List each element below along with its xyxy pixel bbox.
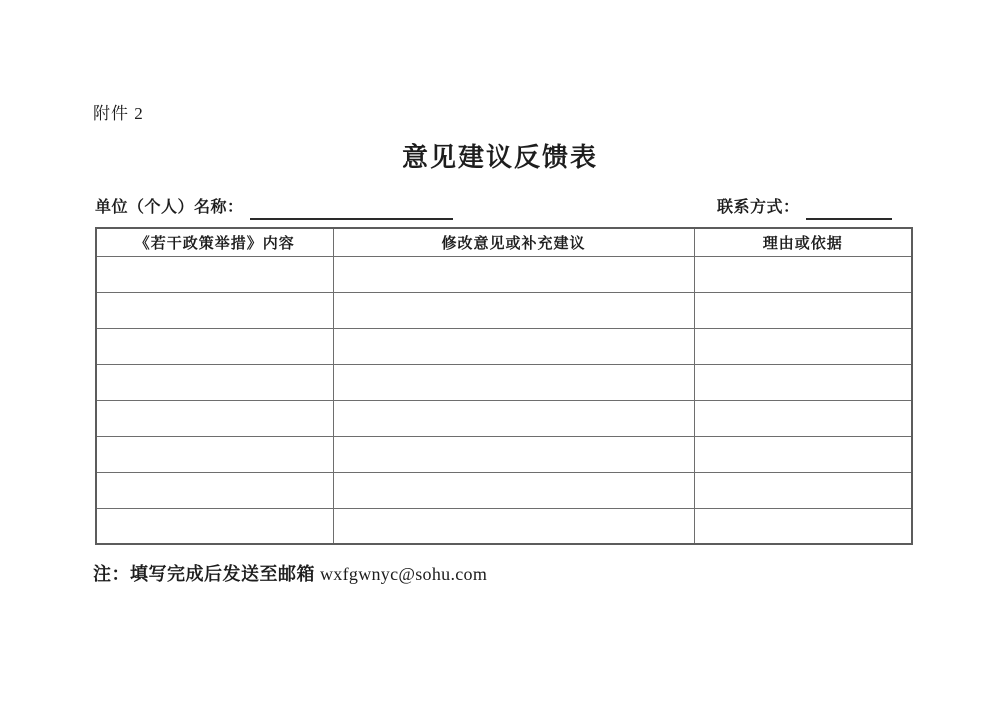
- table-header-row: [96, 228, 912, 256]
- table-cell: [694, 400, 912, 436]
- table-cell: [96, 400, 333, 436]
- footer-note: [93, 561, 487, 587]
- table-cell: [333, 256, 694, 292]
- table-cell: [96, 364, 333, 400]
- contact-field: [717, 195, 892, 220]
- table-cell: [694, 328, 912, 364]
- table-cell: [96, 508, 333, 544]
- table-cell: [96, 328, 333, 364]
- contact-blank: [806, 198, 892, 220]
- table-cell: [96, 472, 333, 508]
- table-row: [96, 364, 912, 400]
- form-fields-row: [0, 195, 1000, 223]
- table-cell: [694, 508, 912, 544]
- feedback-table: [95, 227, 913, 545]
- table-row: [96, 256, 912, 292]
- table-cell: [694, 472, 912, 508]
- table-cell: [333, 472, 694, 508]
- table-cell: [96, 436, 333, 472]
- table-row: [96, 328, 912, 364]
- org-name-blank: [250, 198, 453, 220]
- table-cell: [694, 436, 912, 472]
- table-cell: [333, 508, 694, 544]
- table-cell: [96, 292, 333, 328]
- contact-label: 联系方式：: [717, 199, 800, 216]
- table-body: [96, 256, 912, 544]
- column-header: 理由或依据: [694, 228, 912, 256]
- table-cell: [333, 328, 694, 364]
- page-title: 意见建议反馈表: [401, 143, 598, 172]
- table-row: [96, 472, 912, 508]
- table-row: [96, 436, 912, 472]
- table-cell: [333, 400, 694, 436]
- table-row: [96, 400, 912, 436]
- email-text: wxfgwnyc@sohu.com: [320, 564, 488, 584]
- table-row: [96, 508, 912, 544]
- table-cell: [694, 364, 912, 400]
- attachment-label: 附件 2: [93, 104, 144, 123]
- table-cell: [333, 436, 694, 472]
- column-header: 《若干政策举措》内容: [96, 228, 333, 256]
- org-name-field: [95, 195, 453, 220]
- table-cell: [96, 256, 333, 292]
- table-cell: [694, 256, 912, 292]
- table-row: [96, 292, 912, 328]
- table-cell: [694, 292, 912, 328]
- table-cell: [333, 292, 694, 328]
- org-name-label: 单位（个人）名称：: [95, 199, 244, 216]
- note-text: 注：填写完成后发送至邮箱: [93, 564, 320, 584]
- column-header: 修改意见或补充建议: [333, 228, 694, 256]
- table-cell: [333, 364, 694, 400]
